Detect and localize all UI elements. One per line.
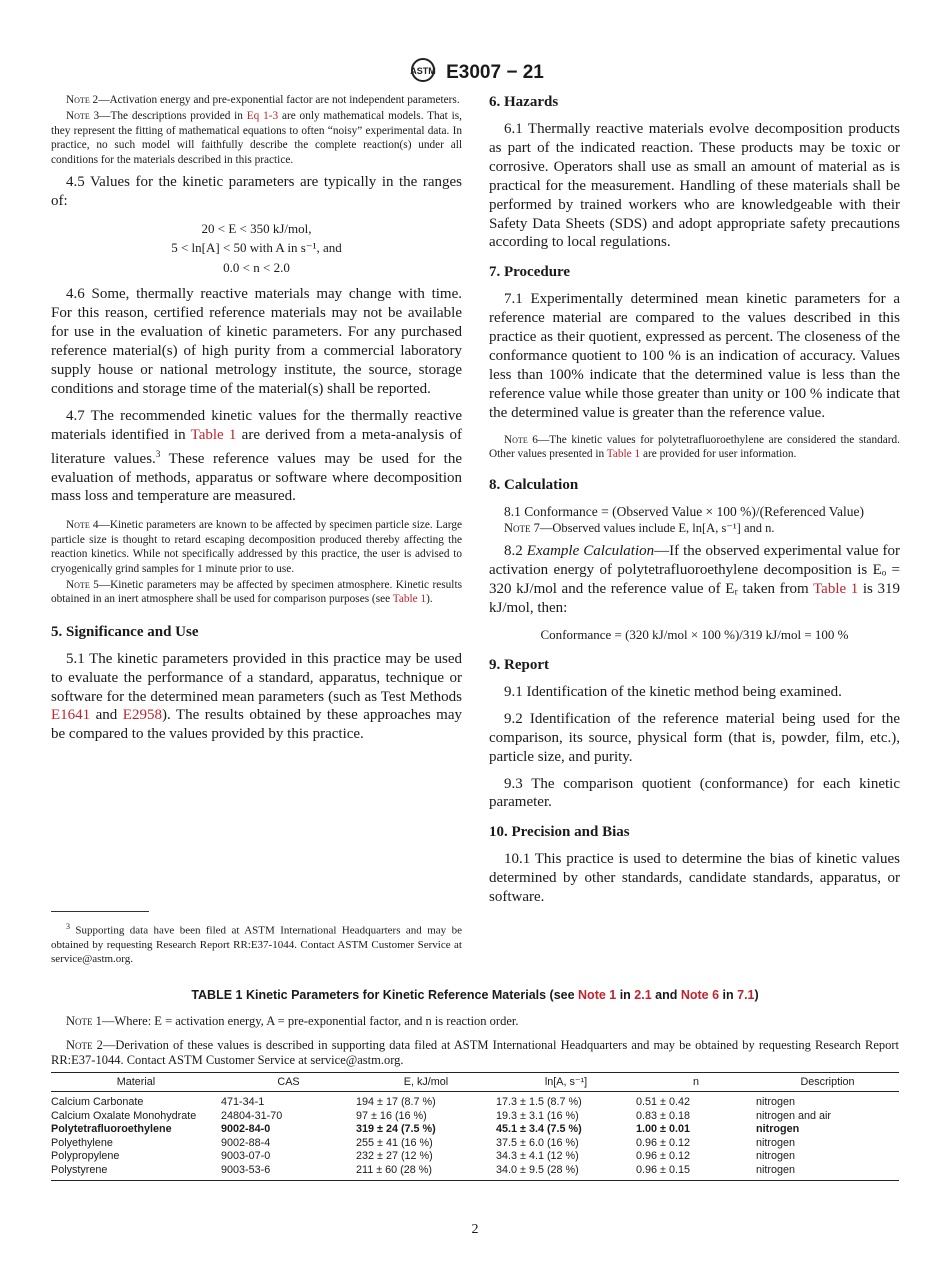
cell-material: Polytetrafluoroethylene — [51, 1123, 172, 1136]
table1-link[interactable]: Table 1 — [392, 593, 427, 606]
cell-n: 0.51 ± 0.42 — [636, 1096, 690, 1108]
cell-description: nitrogen — [756, 1123, 800, 1136]
note-4: Note 4—Kinetic parameters are known to be affected by specimen particle size. Large particle size is thought to retard escaping decomposition produced thereby affecting the reaction kinetics. While not specifically addressed by this practice, the user is advised to cryogenically grind samples for 1 minute prior to use. — [51, 519, 462, 575]
cell-n: 0.96 ± 0.12 — [636, 1136, 690, 1149]
para-6-1: 6.1 Thermally reactive materials evolve decomposition products as part of the indicated reaction. These products may be toxic or corrosive. Operators shall use as small an amount of material as is practical for the measurement. Handling of these materials shall be performed by trained workers who are knowledgeable with their Safety Data Sheets (SDS) and adopt appropriate safety precautions according to local regulations. — [489, 121, 900, 251]
section-6-title: 6. Hazards — [489, 94, 559, 110]
section-7-1-link[interactable]: 7.1 — [737, 988, 755, 1002]
para-8-1: 8.1 Conformance = (Observed Value × 100 %)/(Referenced Value) — [504, 503, 864, 519]
table-row — [51, 1110, 899, 1124]
table-note-2: Note 2—Derivation of these values is described in supporting data filed at ASTM International Headquarters and may be obtained by requesting Research Report RR:E37-1044. Contact ASTM Customer Service at service@astm.org. — [51, 1038, 899, 1067]
section-2-1-link[interactable]: 2.1 — [634, 988, 652, 1002]
cell-description: nitrogen — [756, 1164, 899, 1180]
cell-e: 97 ± 16 (16 %) — [356, 1109, 427, 1122]
cell-n: 0.83 ± 0.18 — [636, 1109, 690, 1122]
table-row — [51, 1123, 899, 1137]
cell-description: nitrogen and air — [756, 1109, 832, 1122]
cell-cas: 9002-84-0 — [221, 1123, 271, 1136]
ranges-block — [51, 219, 462, 278]
cell-cas: 9003-53-6 — [221, 1164, 356, 1180]
cell-material: Polystyrene — [51, 1164, 221, 1180]
col-description: Description — [756, 1073, 899, 1092]
cell-material: Calcium Carbonate — [51, 1096, 144, 1108]
cell-material: Polyethylene — [51, 1136, 113, 1149]
cell-lna: 19.3 ± 3.1 (16 %) — [496, 1109, 579, 1122]
cell-description: nitrogen — [756, 1150, 796, 1163]
para-9-3: 9.3 The comparison quotient (conformance) for each kinetic parameter. — [489, 775, 900, 811]
astm-logo-icon — [406, 58, 440, 88]
cell-e: 319 ± 24 (7.5 %) — [356, 1123, 436, 1136]
section-8-title: 8. Calculation — [489, 476, 579, 493]
cell-cas: 24804-31-70 — [221, 1109, 283, 1122]
equation-8-2: Conformance = (320 kJ/mol × 100 %)/319 kJ/mol = 100 % — [540, 627, 849, 643]
cell-cas: 9002-88-4 — [221, 1136, 271, 1149]
para-7-1: 7.1 Experimentally determined mean kinetic parameters for a reference material are compared to the values described in this practice as their quotient, expressed as percent. The closeness of the conformance quotient to 100 % is an indication of accuracy. Values less than 100% indicate that the determined value is less than the reference value while those greater than unity or 100 % indicate that the determined value is greater than the reference value. — [489, 291, 900, 421]
footnote-3: $^3$ Supporting data have been filed at ASTM International Headquarters and may be obtained by requesting Research Report RR:E37-1044. Contact ASTM Customer Service at service@astm.org. — [51, 922, 462, 966]
col-e: E, kJ/mol — [356, 1073, 496, 1092]
cell-lna: 34.0 ± 9.5 (28 %) — [496, 1164, 636, 1180]
section-7-title: 7. Procedure — [489, 264, 571, 281]
table-row — [51, 1092, 899, 1110]
right-column — [489, 93, 900, 915]
para-5-1: 5.1 The kinetic parameters provided in this practice may be used to evaluate the performance of a standard, apparatus, technique or software for the determined mean parameters (such as Test Methods E1641 and E2958). The results obtained by these approaches may be compared to the values provided by this practice. — [51, 650, 462, 743]
section-10-title: 10. Precision and Bias — [489, 824, 630, 841]
svg-text:ASTM: ASTM — [410, 66, 436, 76]
cell-e: 211 ± 60 (28 %) — [356, 1164, 496, 1180]
para-8-2: 8.2 Example Calculation—If the observed experimental value for activation energy of polytetrafluoroethylene decomposition is Eₒ = 320 kJ/mol and the reference value of Eᵣ taken from Table 1 is 319 kJ/mol, then: — [489, 542, 901, 616]
table-row — [51, 1137, 899, 1151]
cell-n: 0.96 ± 0.15 — [636, 1164, 756, 1180]
table-row — [51, 1150, 899, 1164]
col-material: Material — [51, 1073, 221, 1092]
note6-link[interactable]: Note 6 — [680, 988, 720, 1002]
table-note-1: Note 1—Where: E = activation energy, A = pre-exponential factor, and n is reaction order. — [66, 1014, 519, 1028]
col-lna: ln[A, s⁻¹] — [496, 1073, 636, 1092]
left-column — [51, 93, 462, 752]
table-row — [51, 1164, 899, 1180]
note-3: Note 3—The descriptions provided in Eq 1-3 are only mathematical models. That is, they represent the fitting of mathematical equations to often “noisy” experimental data. In practice, no such model will faithfully describe the complete reaction(s) under all conditions for the materials described in this practice. — [51, 110, 462, 166]
table1-link[interactable]: Table 1 — [606, 448, 641, 461]
para-4-5: 4.5 Values for the kinetic parameters are typically in the ranges of: — [51, 174, 462, 209]
cell-n: 0.96 ± 0.12 — [636, 1150, 690, 1163]
range-e: 20 < E < 350 kJ/mol, — [201, 220, 312, 236]
cell-cas: 471-34-1 — [221, 1096, 265, 1108]
cell-material: Calcium Oxalate Monohydrate — [51, 1109, 197, 1122]
cell-material: Polypropylene — [51, 1150, 120, 1163]
para-9-2: 9.2 Identification of the reference material being used for the comparison, its source, physical form (that is, powder, film, etc.), particle size, and purity. — [489, 710, 900, 765]
cell-lna: 45.1 ± 3.4 (7.5 %) — [496, 1123, 582, 1136]
page-number: 2 — [471, 1222, 479, 1237]
para-4-7: 4.7 The recommended kinetic values for the thermally reactive materials identified in Table 1 are derived from a meta-analysis of literature values.$^3$ These reference values may be used for the evaluation of methods, apparatus or software where decomposition mass loss and temperature are measured. — [51, 407, 462, 505]
table-header-row — [51, 1073, 899, 1092]
para-4-6: 4.6 Some, thermally reactive materials may change with time. For this reason, certified reference materials may not be available for use in the evaluation of kinetic parameters. For any purchased reference material(s) of high purity from a commercial laboratory supply house or national metrology institute, the source, storage conditions and storage time of the material(s) shall be reported. — [51, 286, 462, 397]
col-cas: CAS — [221, 1073, 356, 1092]
cell-description: nitrogen — [756, 1136, 796, 1149]
kinetic-parameters-table — [51, 1072, 899, 1181]
para-10-1: 10.1 This practice is used to determine the bias of kinetic values determined by other standards, candidate standards, apparatus, or software. — [489, 851, 900, 906]
cell-n: 1.00 ± 0.01 — [636, 1123, 690, 1136]
eq-link[interactable]: Eq 1-3 — [246, 110, 279, 123]
footnote-rule — [51, 911, 149, 912]
para-9-1: 9.1 Identification of the kinetic method being examined. — [504, 683, 842, 700]
e2958-link[interactable]: E2958 — [122, 707, 162, 724]
cell-lna: 37.5 ± 6.0 (16 %) — [496, 1136, 579, 1149]
range-lna: 5 < ln[A] < 50 with A in s⁻¹, and — [171, 240, 342, 256]
cell-description: nitrogen — [756, 1096, 796, 1108]
range-n: 0.0 < n < 2.0 — [223, 259, 290, 275]
note-5: Note 5—Kinetic parameters may be affected by specimen atmosphere. Kinetic results obtained in an inert atmosphere shall be used for comparison purposes (see Table 1). — [51, 578, 462, 606]
table-caption: TABLE 1 Kinetic Parameters for Kinetic Reference Materials (see Note 1 in 2.1 and Note 6 in 7.1) — [191, 988, 759, 1002]
cell-e: 232 ± 27 (12 %) — [356, 1150, 433, 1163]
section-9-title: 9. Report — [489, 656, 549, 673]
cell-e: 255 ± 41 (16 %) — [356, 1136, 433, 1149]
note-2: Note 2—Activation energy and pre-exponential factor are not independent parameters. — [66, 94, 460, 106]
cell-e: 194 ± 17 (8.7 %) — [356, 1096, 436, 1108]
cell-lna: 34.3 ± 4.1 (12 %) — [496, 1150, 579, 1163]
section-5-title: 5. Significance and Use — [51, 623, 199, 640]
table1-link[interactable]: Table 1 — [813, 580, 859, 597]
designation: E3007 − 21 — [446, 62, 544, 84]
note1-link[interactable]: Note 1 — [578, 988, 617, 1002]
note-6: Note 6—The kinetic values for polytetrafluoroethylene are considered the standard. Other values presented in Table 1 are provided for user information. — [489, 433, 900, 461]
col-n: n — [636, 1073, 756, 1092]
e1641-link[interactable]: E1641 — [51, 707, 91, 724]
note-7: Note 7—Observed values include E, ln[A, s⁻¹] and n. — [504, 521, 775, 536]
cell-lna: 17.3 ± 1.5 (8.7 %) — [496, 1096, 582, 1108]
page-header — [0, 58, 950, 88]
cell-cas: 9003-07-0 — [221, 1150, 271, 1163]
table1-link[interactable]: Table 1 — [190, 426, 237, 443]
